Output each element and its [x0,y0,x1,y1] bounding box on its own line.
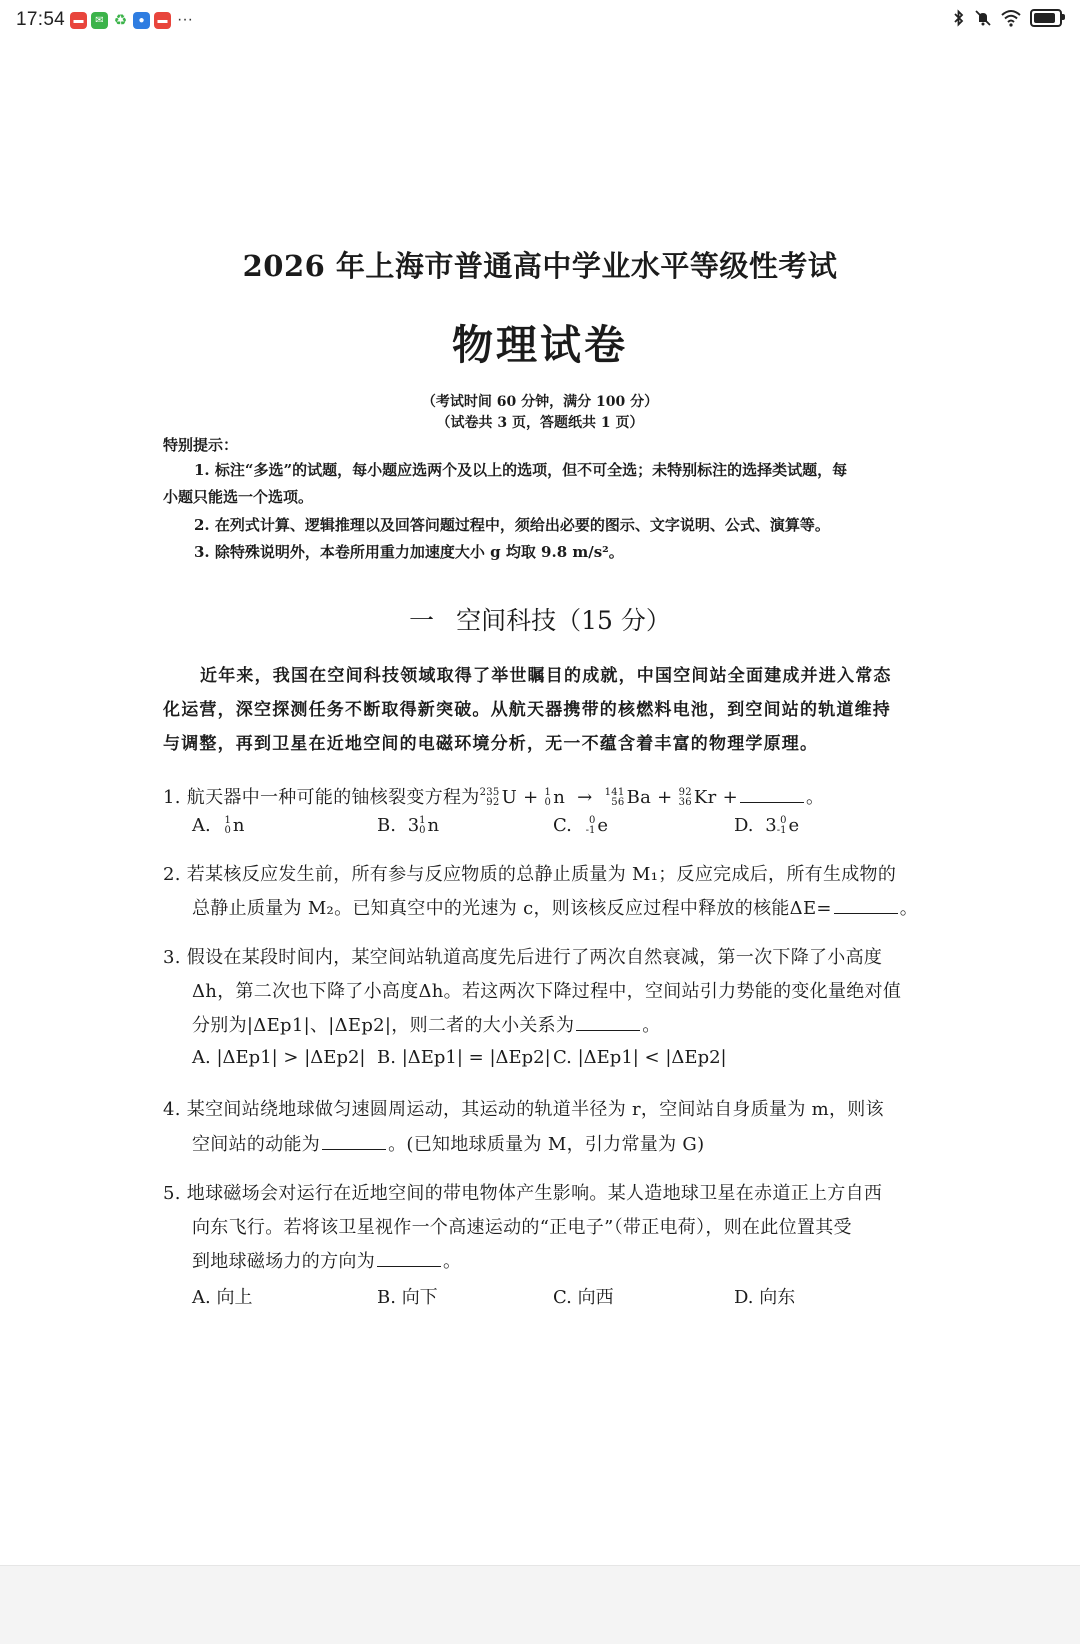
option-label: B. [377,1287,396,1308]
section-title: 空间科技（15 分） [456,606,671,635]
section-heading [0,601,1080,637]
question-2-line-2-text: 总静止质量为 M₂。已知真空中的光速为 c，则该核反应过程中释放的核能ΔE= [192,898,832,919]
option-text: |ΔEp1| = |ΔEp2| [401,1047,551,1068]
section-number: 一 [409,606,435,635]
option-label: A. [192,1287,211,1308]
option-label: C. [553,1287,572,1308]
note-1-line-2: 小题只能选一个选项。 [163,488,314,506]
q5-option-d [734,1283,795,1309]
question-3-line-1: 3. 假设在某段时间内，某空间站轨道高度先后进行了两次自然衰减，第一次下降了小高度 [163,947,883,968]
period: 。 [805,787,825,808]
answer-blank [377,1252,441,1267]
q1-option-b [377,815,439,836]
note-1-line-1: 1. 标注“多选”的试题，每小题应选两个及以上的选项，但不可全选；未特别标注的选择类试题，每 [194,461,848,479]
n-charge-number: 0 [544,797,552,808]
option-text: 向东 [759,1287,796,1308]
option-text: 向下 [401,1287,438,1308]
u-charge-number: 92 [486,797,500,808]
nuclide-n [545,788,552,808]
exam-title: 2026 年上海市普通高中学业水平等级性考试 [242,249,838,283]
particle-symbol: n [232,815,245,836]
option-text: 向西 [577,1287,614,1308]
charge-number: 0 [224,825,231,836]
intro-line-1: 近年来，我国在空间科技领域取得了举世瞩目的成就，中国空间站全面建成并进入常态 [200,666,892,686]
intro-line-3: 与调整，再到卫星在近地空间的电磁环境分析，无一不蕴含着丰富的物理学原理。 [163,734,819,754]
question-4-line-2-text: 空间站的动能为 [192,1134,321,1155]
plus-sign: + [722,787,738,808]
period: 。 [899,898,919,919]
q5-option-b [377,1283,438,1309]
question-3-line-3-text: 分别为|ΔEp1|、|ΔEp2|，则二者的大小关系为 [192,1015,575,1036]
kr-symbol: Kr [693,787,717,808]
q1-option-c [553,815,608,836]
plus-sign: + [523,787,539,808]
question-3-line-3 [192,1011,661,1037]
ba-symbol: Ba [626,787,652,808]
intro-line-2: 化运营，深空探测任务不断取得新突破。从航天器携带的核燃料电池，到空间站的轨道维持 [163,700,891,720]
q1-option-d [734,815,799,836]
ba-charge-number: 56 [611,797,625,808]
mass-number: 0 [780,815,787,826]
bulb-app-icon: ● [133,12,150,29]
question-4-line-2-note: 。(已知地球质量为 M，引力常量为 G) [388,1134,705,1155]
note-3: 3. 除特殊说明外，本卷所用重力加速度大小 g 均取 9.8 m/s²。 [194,543,624,561]
period: 。 [443,1251,462,1272]
question-2-line-1: 2. 若某核反应发生前，所有参与反应物质的总静止质量为 M₁；反应完成后，所有生成物的 [163,864,897,885]
option-label: A. [192,1047,211,1068]
option-label: C. [553,1047,572,1068]
app-red-icon: ▬ [70,12,87,29]
more-notifications-icon: ··· [177,11,193,28]
charge-number: -1 [776,825,787,836]
option-nuclide [586,816,596,836]
exam-info-pages: （试卷共 3 页，答题纸共 1 页） [436,415,644,431]
coefficient: 3 [765,815,777,836]
status-time: 17:54 [16,9,66,30]
u-symbol: U [501,787,518,808]
question-2-line-2 [192,894,918,920]
app-red2-icon: ▬ [154,12,171,29]
option-nuclide [419,816,425,836]
particle-symbol: e [788,815,800,836]
mass-number: 1 [224,815,231,826]
option-label: D. [734,815,754,836]
q5-option-c [553,1283,614,1309]
question-3-line-2: Δh，第二次也下降了小高度Δh。若这两次下降过程中，空间站引力势能的变化量绝对值 [192,981,902,1002]
u-mass-number: 235 [479,787,500,798]
question-5-line-3 [192,1247,461,1273]
answer-blank [322,1135,386,1150]
option-text: |ΔEp1| < |ΔEp2| [577,1047,727,1068]
particle-symbol: n [427,815,440,836]
kr-charge-number: 36 [678,797,692,808]
nuclide-u [480,788,500,808]
q3-option-a [192,1047,365,1068]
nuclide-kr [679,788,692,808]
q3-option-c [553,1047,727,1068]
bottom-bar [0,1565,1080,1644]
n-mass-number: 1 [544,787,552,798]
q5-option-a [192,1283,252,1309]
question-5-line-2: 向东飞行。若将该卫星视作一个高速运动的“正电子”（带正电荷），则在此位置其受 [192,1217,852,1238]
q1-option-a [192,815,244,836]
notes-heading: 特别提示： [163,436,239,454]
n-symbol: n [553,787,566,808]
question-4-line-1: 4. 某空间站绕地球做匀速圆周运动，其运动的轨道半径为 r，空间站自身质量为 m，则该 [163,1099,884,1120]
option-label: D. [734,1287,754,1308]
reaction-arrow: → [577,787,593,808]
question-4-line-2 [192,1130,704,1156]
option-label: C. [553,815,572,836]
question-5-line-3-text: 到地球磁场力的方向为 [192,1251,375,1272]
option-nuclide [777,816,787,836]
plus-sign: + [657,787,673,808]
mass-number: 0 [588,815,596,826]
mass-number: 1 [419,815,426,826]
exam-info-time: （考试时间 60 分钟，满分 100 分） [421,394,659,410]
kr-mass-number: 92 [678,787,692,798]
answer-blank [740,788,804,803]
wechat-icon: ✉ [91,12,108,29]
charge-number: -1 [585,825,596,836]
option-nuclide [224,816,230,836]
period: 。 [642,1015,661,1036]
recycle-icon: ♻ [113,12,128,29]
subject-title: 物理试卷 [452,321,628,369]
nuclide-ba [605,788,625,808]
option-label: B. [377,1047,396,1068]
question-1 [163,783,824,809]
q3-option-b [377,1047,551,1068]
particle-symbol: e [597,815,608,836]
option-label: B. [377,815,396,836]
question-1-text: 1. 航天器中一种可能的铀核裂变方程为 [163,787,480,808]
option-label: A. [192,815,211,836]
answer-blank [576,1016,640,1031]
question-5-line-1: 5. 地球磁场会对运行在近地空间的带电物体产生影响。某人造地球卫星在赤道正上方自西 [163,1183,883,1204]
option-text: |ΔEp1| > |ΔEp2| [216,1047,366,1068]
answer-blank [834,899,898,914]
option-text: 向上 [216,1287,253,1308]
charge-number: 0 [419,825,426,836]
note-2: 2. 在列式计算、逻辑推理以及回答问题过程中，须给出必要的图示、文字说明、公式、演算等。 [194,516,830,534]
coefficient: 3 [407,815,420,836]
ba-mass-number: 141 [604,787,625,798]
